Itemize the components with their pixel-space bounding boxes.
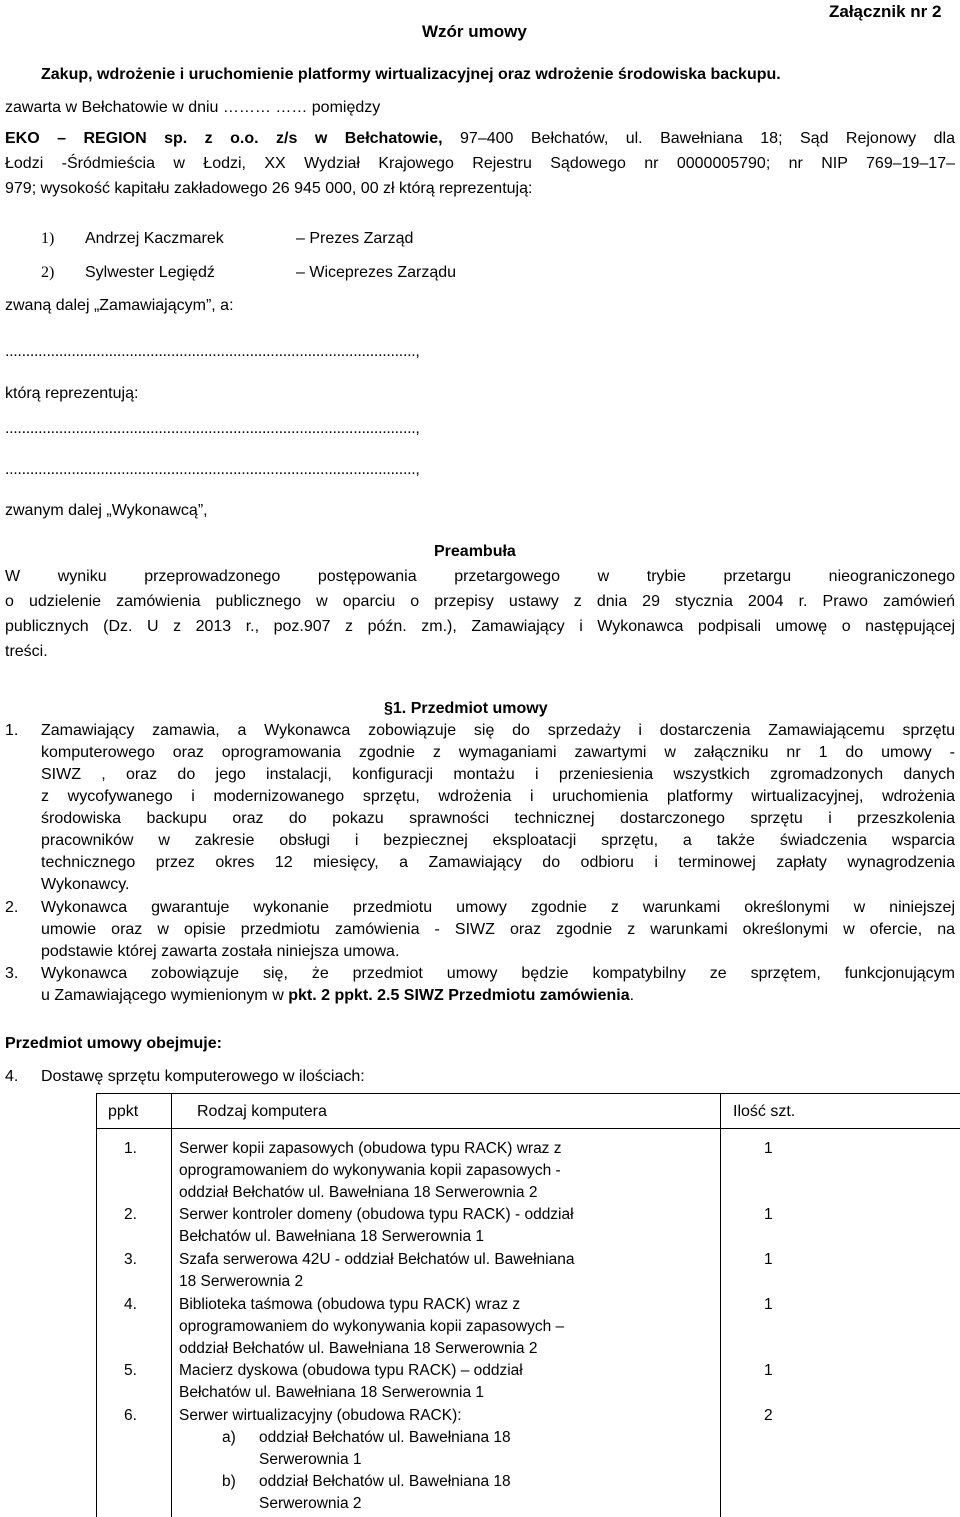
party1-name: EKO – REGION sp. z o.o. z/s w Bełchatowie, (5, 130, 443, 147)
preamble-line-2: o udzielenie zamówienia publicznego w oparciu o przepisy ustawy z dnia 29 stycznia 2004 r. Prawo zamówień (5, 593, 955, 610)
preamble-line-1: W wyniku przeprowadzonego postępowania przetargowego w trybie przetargu nieograniczonego (5, 568, 955, 585)
table-row-desc: Serwer kontroler domeny (obudowa typu RACK) - oddział (179, 1206, 574, 1223)
item-4-number: 4. (5, 1068, 19, 1085)
item-3-number: 3. (5, 965, 19, 982)
item-1-line: środowiska backupu oraz do pokazu sprawności technicznej dostarczonego sprzętu i przeszkolenia (41, 810, 955, 827)
table-row-desc: Bełchatów ul. Bawełniana 18 Serwerownia 1 (179, 1228, 485, 1245)
party1-called: zwaną dalej „Zamawiającym”, a: (5, 297, 234, 314)
table-row-desc: oddział Bełchatów ul. Bawełniana 18 Serwerownia 2 (179, 1184, 538, 1201)
item-1-line: Wykonawcy. (41, 876, 130, 893)
rep-1-name: Andrzej Kaczmarek (85, 230, 224, 247)
contract-subject: Zakup, wdrożenie i uruchomienie platformy wirtualizacyjnej oraz wdrożenie środowiska backupu. (41, 66, 781, 83)
signed-line: zawarta w Bełchatowie w dniu ……… …… pomiędzy (5, 99, 381, 116)
table-row-desc: Bełchatów ul. Bawełniana 18 Serwerownia 1 (179, 1384, 485, 1401)
table-border (96, 1093, 960, 1094)
table-row-desc: Serwer wirtualizacyjny (obudowa RACK): (179, 1407, 462, 1424)
scope-title: Przedmiot umowy obejmuje: (5, 1035, 222, 1052)
item-3-bold: pkt. 2 ppkt. 2.5 SIWZ Przedmiotu zamówienia (288, 987, 630, 1004)
preamble-line-4: treści. (5, 643, 48, 660)
preamble-title: Preambuła (434, 543, 516, 560)
table-header-type: Rodzaj komputera (197, 1103, 327, 1120)
table-row-ppkt: 3. (124, 1251, 137, 1268)
table-row-desc: Serwer kopii zapasowych (obudowa typu RACK) wraz z (179, 1140, 562, 1157)
party1-line1 (5, 130, 955, 148)
table-border (96, 1128, 960, 1129)
item-2-line: podstawie której zawarta została niniejsza umowa. (41, 943, 400, 960)
table-row-ppkt: 5. (124, 1362, 137, 1379)
item-1-line: komputerowego oraz oprogramowania zgodnie z wymaganiami zawartymi w załączniku nr 1 do umowy - (41, 744, 955, 761)
party1-address: 97–400 Bełchatów, ul. Bawełniana 18; Sąd Rejonowy dla (442, 130, 955, 147)
document-title: Wzór umowy (422, 22, 527, 41)
preamble-line-3: publicznych (Dz. U z 2013 r., poz.907 z późn. zm.), Zamawiający i Wykonawca podpisali umowę o następującej (5, 618, 955, 635)
item-4-text: Dostawę sprzętu komputerowego w ilościach: (41, 1068, 365, 1085)
rep-1-role: – Prezes Zarząd (296, 230, 414, 247)
item-1-line: SIWZ , oraz do jego instalacji, konfiguracji montażu i przeniesienia wszystkich zgromadzonych danych (41, 766, 955, 783)
item-1-number: 1. (5, 722, 19, 739)
table-row-ppkt: 4. (124, 1296, 137, 1313)
party2-called: zwanym dalej „Wykonawcą”, (5, 502, 208, 519)
table-row-ppkt: 6. (124, 1407, 137, 1424)
rep-2-role: – Wiceprezes Zarządu (296, 264, 457, 281)
item-1-line: pracowników w zakresie obsługi i bezpiecznej eksploatacji sprzętu, a także świadczenia wsparcia (41, 832, 955, 849)
party1-line3: 979; wysokość kapitału zakładowego 26 945 000, 00 zł którą reprezentują: (5, 180, 533, 197)
sub-item-desc: Serwerownia 1 (259, 1451, 362, 1468)
party2-dots-3: ..................................................................................................., (5, 461, 420, 478)
table-row-desc: 18 Serwerownia 2 (179, 1273, 304, 1290)
party1-line2: Łodzi -Śródmieścia w Łodzi, XX Wydział Krajowego Rejestru Sądowego nr 0000005790; nr NIP 769–19–17– (5, 155, 955, 172)
party2-represented: którą reprezentują: (5, 385, 139, 402)
table-row-qty: 1 (764, 1251, 773, 1268)
sub-item-desc: oddział Bełchatów ul. Bawełniana 18 (259, 1429, 511, 1446)
item-1-line: technicznego przez okres 12 miesięcy, a Zamawiający do odbioru i terminowej zapłaty wynagrodzenia (41, 854, 955, 871)
item-1-line: Zamawiający zamawia, a Wykonawca zobowiązuje się do sprzedaży i dostarczenia Zamawiającemu sprzętu (41, 722, 955, 739)
item-2-number: 2. (5, 899, 19, 916)
table-row-desc: oddział Bełchatów ul. Bawełniana 18 Serwerownia 2 (179, 1340, 538, 1357)
table-row-ppkt: 1. (124, 1140, 137, 1157)
item-2-line: umowie oraz w opisie przedmiotu zamówienia - SIWZ oraz zgodnie z warunkami określonymi w ofercie, na (41, 921, 955, 938)
attachment-label: Załącznik nr 2 (829, 2, 942, 21)
rep-1-number: 1) (41, 230, 55, 247)
table-row-ppkt: 2. (124, 1206, 137, 1223)
item-3-line (41, 987, 955, 1009)
table-row-desc: oprogramowaniem do wykonywania kopii zapasowych - (179, 1162, 561, 1179)
party2-dots-1: ..................................................................................................., (5, 343, 420, 360)
item-3-plain: u Zamawiającego wymienionym w (41, 987, 289, 1004)
sub-item-label: a) (222, 1429, 236, 1446)
table-row-qty: 1 (764, 1206, 773, 1223)
table-row-qty: 1 (764, 1140, 773, 1157)
table-row-desc: oprogramowaniem do wykonywania kopii zapasowych – (179, 1318, 565, 1335)
item-3-line: Wykonawca zobowiązuje się, że przedmiot umowy będzie kompatybilny ze sprzętem, funkcjonującym (41, 965, 955, 982)
table-header-ppkt: ppkt (108, 1103, 139, 1120)
rep-2-name: Sylwester Legiędź (85, 264, 215, 281)
table-row-desc: Biblioteka taśmowa (obudowa typu RACK) wraz z (179, 1296, 521, 1313)
sub-item-desc: Serwerownia 2 (259, 1495, 362, 1512)
table-border (96, 1093, 97, 1517)
item-3-end: . (629, 987, 635, 1004)
sub-item-label: b) (222, 1473, 236, 1490)
table-row-qty: 2 (764, 1407, 773, 1424)
table-row-qty: 1 (764, 1296, 773, 1313)
item-2-line: Wykonawca gwarantuje wykonanie przedmiotu umowy zgodnie z warunkami określonymi w niniejszej (41, 899, 955, 916)
table-border (171, 1093, 172, 1517)
table-header-qty: Ilość szt. (733, 1103, 796, 1120)
sub-item-desc: oddział Bełchatów ul. Bawełniana 18 (259, 1473, 511, 1490)
rep-2-number: 2) (41, 264, 55, 281)
table-row-qty: 1 (764, 1362, 773, 1379)
table-row-desc: Macierz dyskowa (obudowa typu RACK) – oddział (179, 1362, 523, 1379)
item-1-line: z wycofywanego i modernizowanego sprzętu, wdrożenia i uruchomienia platformy wirtualizacyjnej, wdrożenia (41, 788, 955, 805)
party2-dots-2: ..................................................................................................., (5, 420, 420, 437)
section1-title: §1. Przedmiot umowy (384, 700, 548, 717)
table-row-desc: Szafa serwerowa 42U - oddział Bełchatów ul. Bawełniana (179, 1251, 575, 1268)
table-border (720, 1093, 721, 1517)
